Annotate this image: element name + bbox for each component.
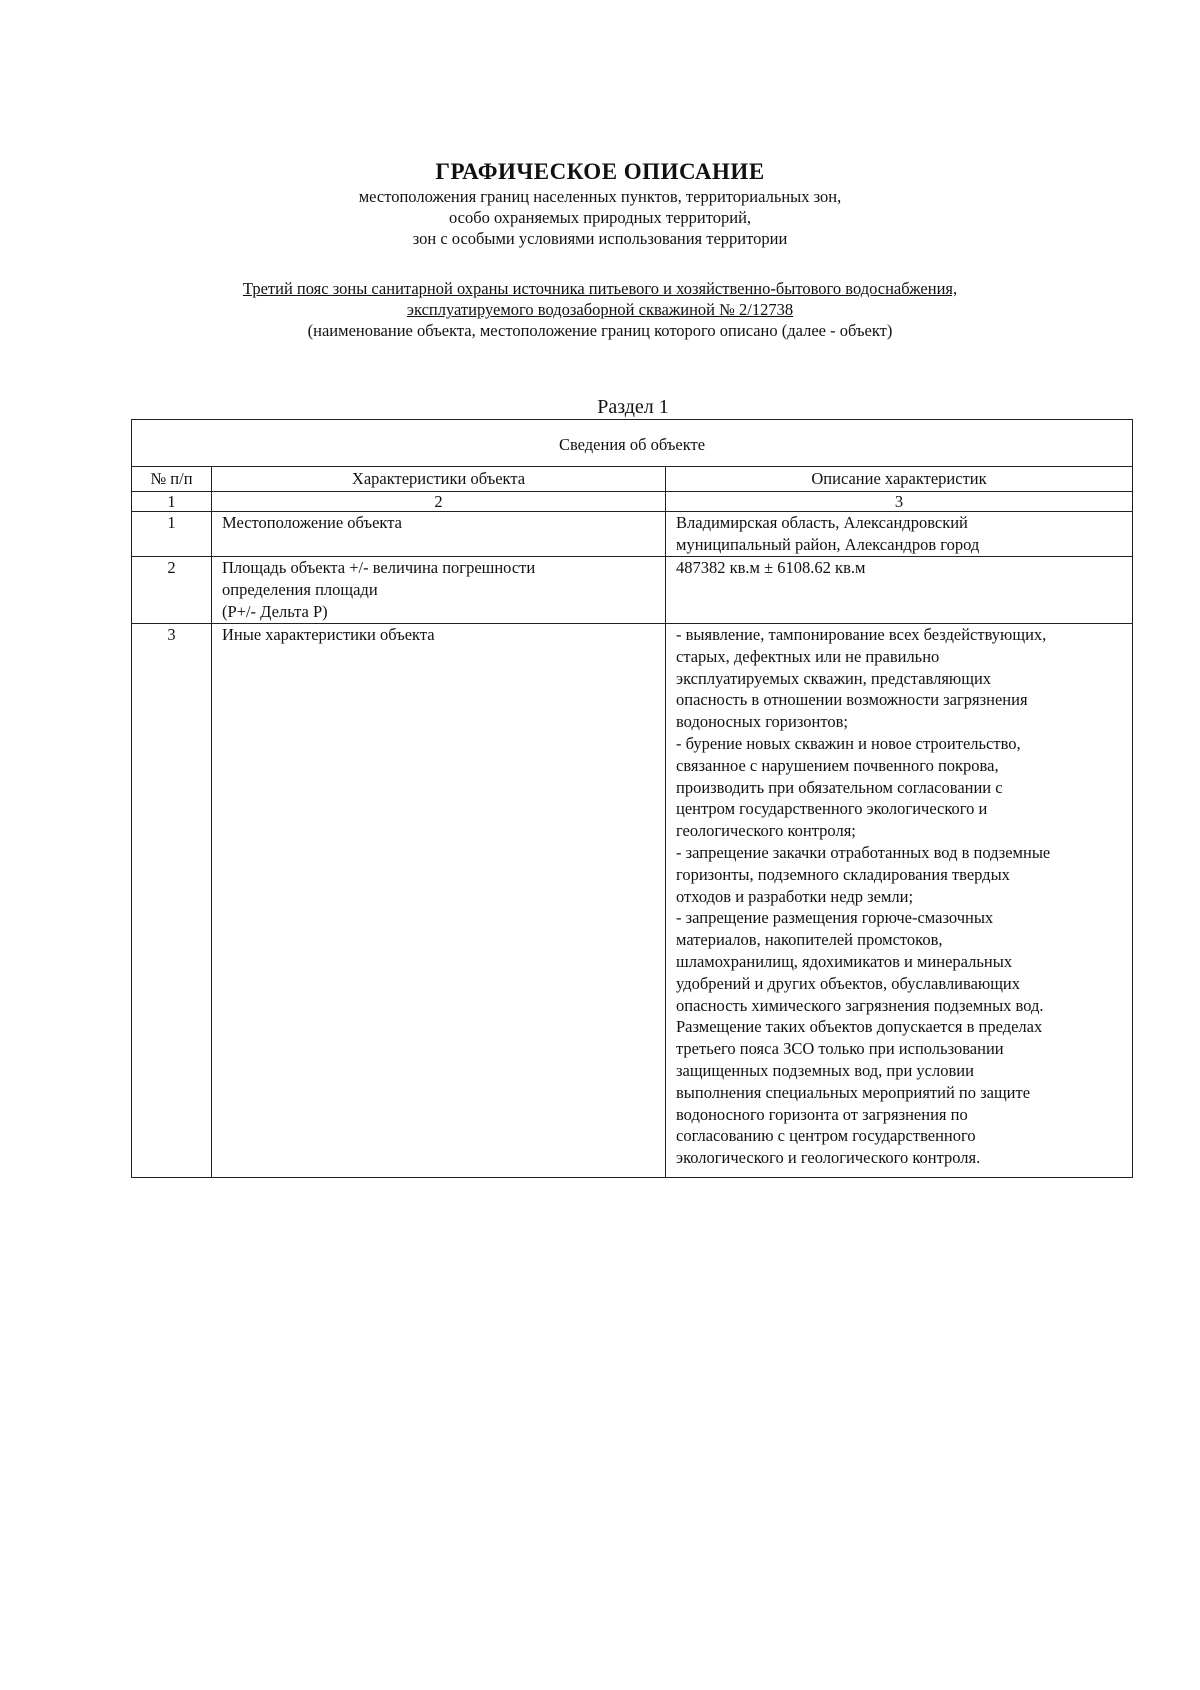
characteristic-line: Местоположение объекта: [222, 513, 402, 532]
description-line: экологического и геологического контроля.: [676, 1148, 981, 1168]
description-line: Владимирская область, Александровский: [676, 513, 968, 532]
column-header-number: № п/п: [132, 467, 212, 492]
characteristic-line: Площадь объекта +/- величина погрешности: [222, 558, 536, 577]
characteristic-line: (P+/- Дельта P): [222, 601, 328, 621]
description-line: отходов и разработки недр земли;: [676, 886, 914, 906]
description-line: защищенных подземных вод, при условии: [676, 1060, 974, 1080]
row-characteristic: [212, 557, 666, 624]
document-title: ГРАФИЧЕСКОЕ ОПИСАНИЕ: [435, 159, 765, 184]
column-index: 3: [666, 492, 1133, 512]
description-line: согласованию с центром государственного: [676, 1126, 976, 1146]
description-line: - запрещение размещения горюче-смазочных: [676, 908, 994, 928]
description-line: - бурение новых скважин и новое строительство,: [676, 733, 1021, 753]
section-title: Раздел 1: [597, 396, 669, 418]
description-line: связанное с нарушением почвенного покрова,: [676, 755, 999, 775]
description-line: горизонты, подземного складирования твердых: [676, 864, 1010, 884]
table-caption-row: [132, 420, 1133, 467]
row-characteristic: [212, 624, 666, 1178]
document-subtitle-line: зон с особыми условиями использования территории: [412, 229, 788, 248]
characteristic-line: определения площади: [222, 579, 378, 599]
description-line: производить при обязательном согласовании с: [676, 777, 1003, 797]
table-row: [132, 624, 1133, 1178]
column-index: 1: [132, 492, 212, 512]
table-header-row: [132, 467, 1133, 492]
table-row: [132, 512, 1133, 557]
row-description: [666, 557, 1133, 624]
description-line: 487382 кв.м ± 6108.62 кв.м: [676, 558, 866, 577]
description-line: эксплуатируемых скважин, представляющих: [676, 668, 992, 688]
description-line: муниципальный район, Александров город: [676, 534, 980, 554]
object-name-line: Третий пояс зоны санитарной охраны источника питьевого и хозяйственно-бытового водоснабжения,: [242, 279, 958, 298]
document-header: [0, 158, 1200, 249]
column-header-characteristic: Характеристики объекта: [212, 467, 666, 492]
table-row: [132, 557, 1133, 624]
description-line: - выявление, тампонирование всех бездействующих,: [676, 625, 1047, 644]
document-subtitle-line: особо охраняемых природных территорий,: [448, 208, 752, 227]
row-number: 3: [132, 624, 212, 1178]
row-description: [666, 624, 1133, 1178]
row-characteristic: [212, 512, 666, 557]
description-line: центром государственного экологического и: [676, 799, 988, 819]
description-line: водоносных горизонтов;: [676, 712, 849, 732]
description-line: Размещение таких объектов допускается в пределах: [676, 1017, 1043, 1037]
description-line: выполнения специальных мероприятий по защите: [676, 1082, 1031, 1102]
description-line: материалов, накопителей промстоков,: [676, 930, 943, 950]
object-name-block: [0, 278, 1200, 341]
description-line: - запрещение закачки отработанных вод в подземные: [676, 842, 1051, 862]
description-line: опасность химического загрязнения подземных вод.: [676, 995, 1044, 1015]
object-name-line: эксплуатируемого водозаборной скважиной № 2/12738: [406, 300, 794, 319]
table-caption: Сведения об объекте: [132, 420, 1133, 467]
description-line: удобрений и других объектов, обуславливающих: [676, 973, 1021, 993]
description-line: старых, дефектных или не правильно: [676, 646, 940, 666]
row-number: 1: [132, 512, 212, 557]
document-subtitle-line: местоположения границ населенных пунктов, территориальных зон,: [358, 187, 842, 206]
description-line: шламохранилищ, ядохимикатов и минеральных: [676, 951, 1013, 971]
column-header-description: Описание характеристик: [666, 467, 1133, 492]
object-info-table: [131, 419, 1133, 1178]
characteristic-line: Иные характеристики объекта: [222, 625, 435, 644]
object-name-caption: (наименование объекта, местоположение границ которого описано (далее - объект): [307, 321, 893, 340]
description-line: геологического контроля;: [676, 821, 856, 841]
column-index: 2: [212, 492, 666, 512]
row-description: [666, 512, 1133, 557]
table-index-row: [132, 492, 1133, 512]
description-line: опасность в отношении возможности загрязнения: [676, 690, 1028, 710]
description-line: третьего пояса ЗСО только при использовании: [676, 1039, 1004, 1059]
description-line: водоносного горизонта от загрязнения по: [676, 1104, 968, 1124]
row-number: 2: [132, 557, 212, 624]
